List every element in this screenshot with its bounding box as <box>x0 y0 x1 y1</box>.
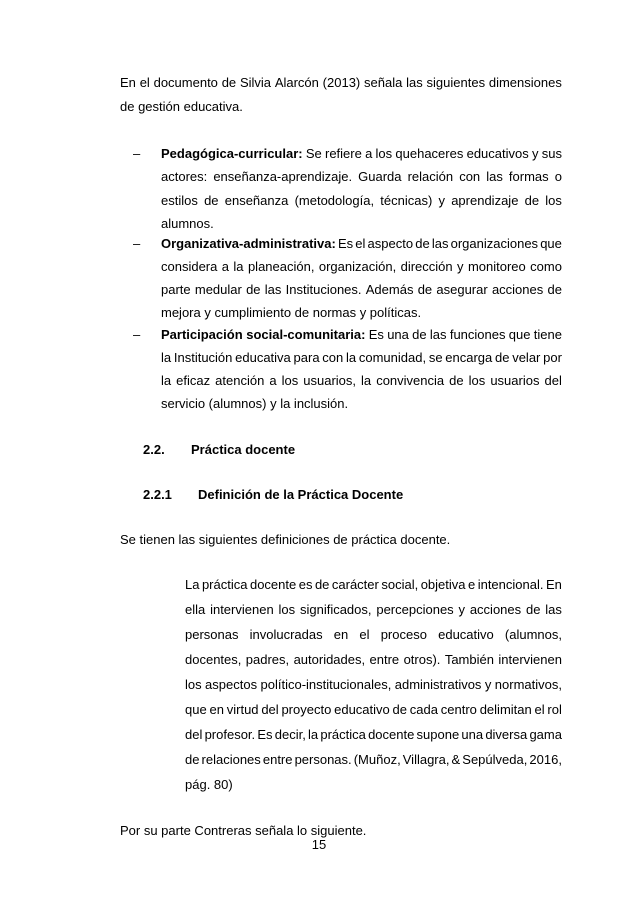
bullet-2-first-line: Organizativa-administrativa: Es el aspecto de las organizaciones que <box>161 236 562 251</box>
bullet-3-line: servicio (alumnos) y la inclusión. <box>161 396 349 411</box>
bullet-1-line: alumnos. <box>161 216 214 231</box>
quote-line: ella intervienen los significados, percepciones y acciones de las <box>185 602 562 617</box>
quote-line: del profesor. Es decir, la práctica docente supone una diversa gama <box>185 727 562 742</box>
page-number: 15 <box>311 837 327 852</box>
quote-line: los aspectos político-institucionales, administrativos y normativos, <box>185 677 562 692</box>
bullet-1-line: estilos de enseñanza (metodología, técnicas) y aprendizaje de los <box>161 193 562 208</box>
bullet-2-line: considera a la planeación, organización, dirección y monitoreo como <box>161 259 562 274</box>
bullet-dash: – <box>133 236 141 251</box>
subsection-number: 2.2.1 <box>143 487 172 502</box>
bullet-1-first-line: Pedagógica-curricular: Se refiere a los quehaceres educativos y sus <box>161 146 562 161</box>
quote-line: pág. 80) <box>185 777 233 792</box>
closing-sentence: Por su parte Contreras señala lo siguiente. <box>120 823 367 838</box>
intro-line-2: de gestión educativa. <box>120 99 243 114</box>
section-title: Práctica docente <box>191 442 296 457</box>
quote-line: La práctica docente es de carácter social, objetiva e intencional. En <box>185 577 562 592</box>
quote-line: de relaciones entre personas. (Muñoz, Villagra, & Sepúlveda, 2016, <box>185 752 562 767</box>
bullet-dash: – <box>133 146 141 161</box>
bullet-2-line: mejora y cumplimiento de normas y políticas. <box>161 305 422 320</box>
quote-line: docentes, padres, autoridades, entre otros). También intervienen <box>185 652 562 667</box>
quote-line: personas involucradas en el proceso educativo (alumnos, <box>185 627 562 642</box>
quote-line: que en virtud del proyecto educativo de cada centro delimitan el rol <box>185 702 562 717</box>
bullet-2-line: parte medular de las Instituciones. Además de asegurar acciones de <box>161 282 562 297</box>
bullet-2-term: Organizativa-administrativa: <box>161 236 336 251</box>
bullet-1-line: actores: enseñanza-aprendizaje. Guarda relación con las formas o <box>161 169 562 184</box>
bullet-dash: – <box>133 327 141 342</box>
intro-line-1: En el documento de Silvia Alarcón (2013) señala las siguientes dimensiones <box>120 75 562 90</box>
bullet-1-term: Pedagógica-curricular: <box>161 146 303 161</box>
bullet-3-line: la Institución educativa para con la comunidad, se encarga de velar por <box>161 350 562 365</box>
definitions-intro: Se tienen las siguientes definiciones de práctica docente. <box>120 532 451 547</box>
bullet-3-term: Participación social-comunitaria: <box>161 327 366 342</box>
bullet-3-line: la eficaz atención a los usuarios, la convivencia de los usuarios del <box>161 373 562 388</box>
bullet-3-first-line: Participación social-comunitaria: Es una de las funciones que tiene <box>161 327 562 342</box>
subsection-title: Definición de la Práctica Docente <box>198 487 404 502</box>
section-number: 2.2. <box>143 442 165 457</box>
